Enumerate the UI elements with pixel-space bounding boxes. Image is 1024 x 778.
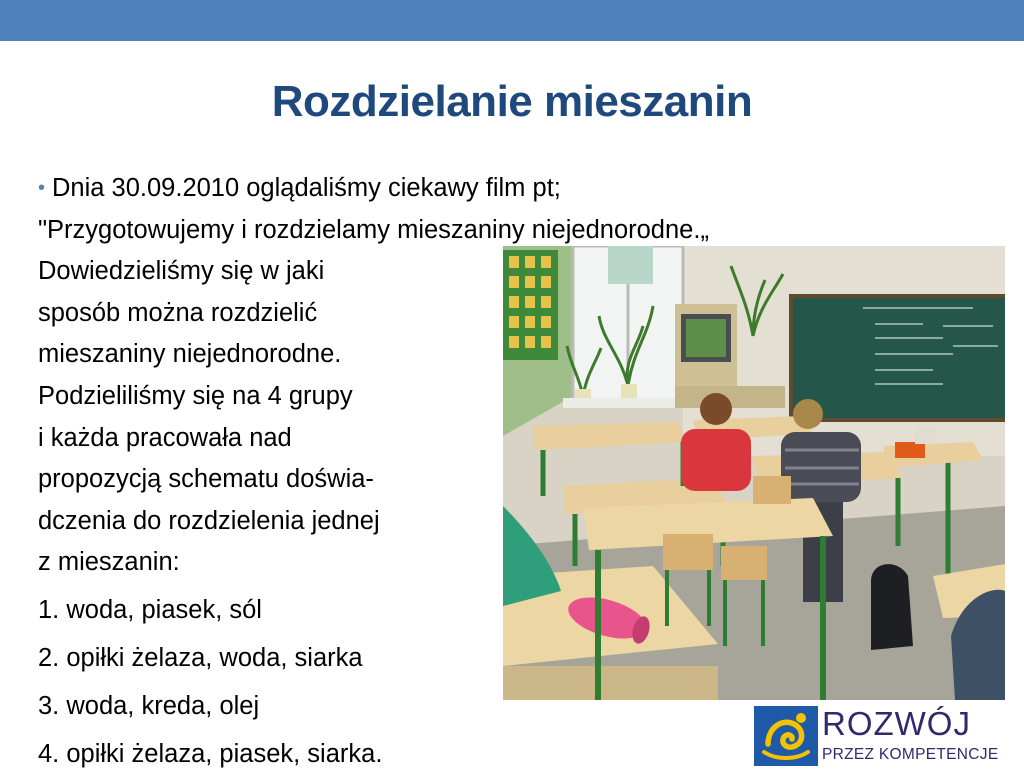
logo-subtitle: PRZEZ KOMPETENCJE: [822, 746, 999, 763]
body-line-3: Dowiedzieliśmy się w jaki: [38, 257, 325, 286]
logo-word: ROZWÓJ: [822, 705, 971, 742]
rozwoj-logo: [754, 704, 1024, 768]
rozwoj-logo-mark-icon: [754, 706, 818, 766]
top-accent-bar: [0, 0, 1024, 41]
body-line-6: Podzieliliśmy się na 4 grupy: [38, 381, 353, 410]
body-line-8: propozycją schematu doświa-: [38, 465, 374, 494]
body-line-1: [38, 168, 968, 210]
body-line-10: z mieszanin:: [38, 548, 180, 577]
list-item: 4. opiłki żelaza, piasek, siarka.: [38, 739, 383, 768]
body-line-9: dczenia do rozdzielenia jednej: [38, 506, 380, 535]
body-line-4: sposób można rozdzielić: [38, 298, 318, 327]
body-line-1-text: Dnia 30.09.2010 oglądaliśmy ciekawy film pt;: [52, 174, 561, 202]
classroom-photo: [503, 246, 1005, 700]
slide-title: Rozdzielanie mieszanin: [271, 77, 753, 126]
body-line-2: "Przygotowujemy i rozdzielamy mieszaniny niejednorodne.„: [38, 215, 709, 244]
list-item: 3. woda, kreda, olej: [38, 691, 260, 720]
body-line-7: i każda pracowała nad: [38, 423, 292, 452]
list-item: 2. opiłki żelaza, woda, siarka: [38, 643, 363, 672]
list-item: 1. woda, piasek, sól: [38, 595, 262, 624]
bullet-icon: •: [38, 177, 46, 199]
body-line-5: mieszaniny niejednorodne.: [38, 340, 342, 369]
